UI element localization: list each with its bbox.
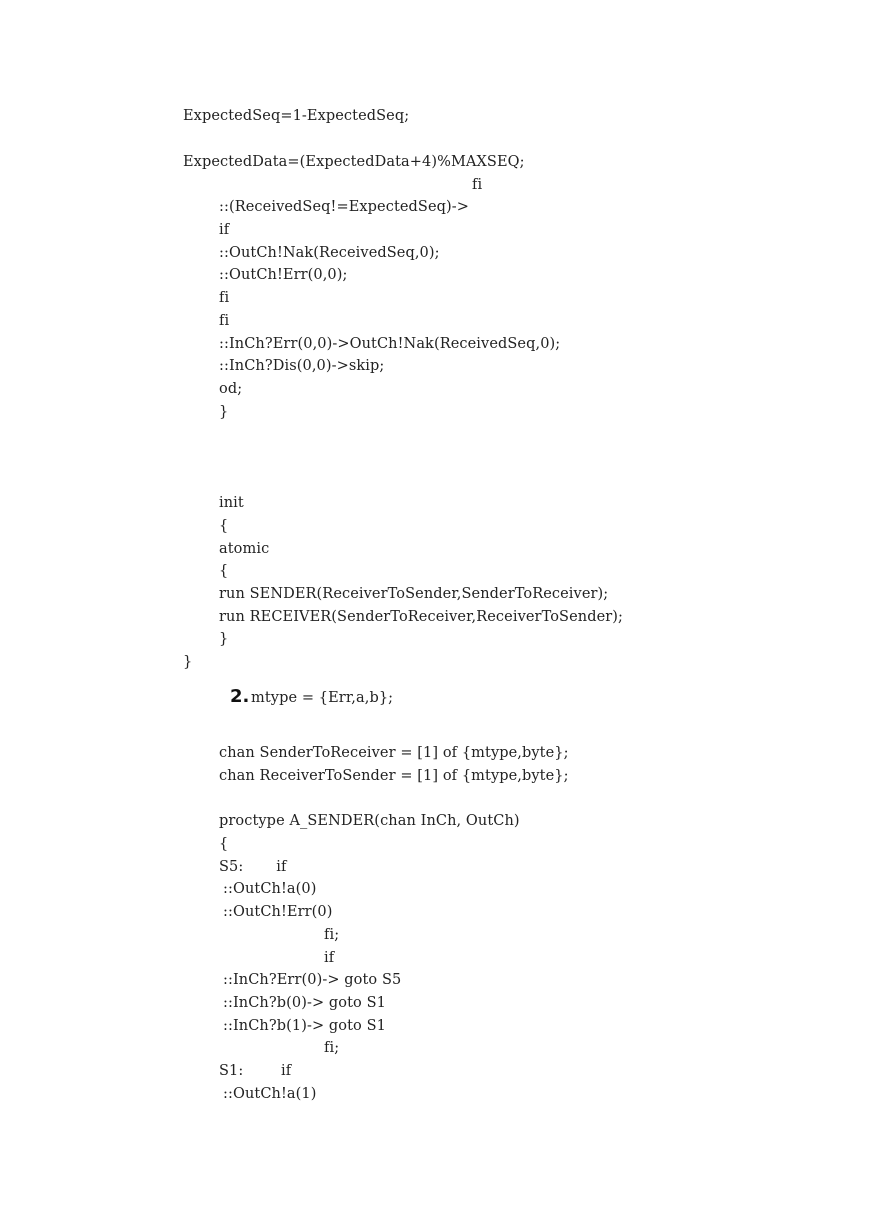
code-line: } [219,631,229,647]
code-line: ::OutCh!Nak(ReceivedSeq,0); [219,245,440,261]
code-line: ::OutCh!a(1) [223,1086,317,1102]
code-line: ::(ReceivedSeq!=ExpectedSeq)-> [219,199,470,215]
code-line: ::OutCh!Err(0) [223,904,333,920]
code-line: if [324,950,335,966]
code-line: ::InCh?b(0)-> goto S1 [223,995,386,1011]
code-line: proctype A_SENDER(chan InCh, OutCh) [219,813,520,829]
code-line: S1: if [219,1063,292,1079]
code-line: ::InCh?Err(0,0)->OutCh!Nak(ReceivedSeq,0); [219,336,561,352]
code-line: init [219,495,244,511]
code-line: chan ReceiverToSender = [1] of {mtype,byte}; [219,768,569,784]
code-line: atomic [219,541,270,557]
code-line: { [219,518,229,534]
code-line: if [219,222,230,238]
code-line: od; [219,381,243,397]
section-number: 2. [230,686,250,707]
code-line: fi; [324,927,340,943]
code-line: run SENDER(ReceiverToSender,SenderToReceiver); [219,586,609,602]
code-line: fi [219,290,230,306]
code-line: chan SenderToReceiver = [1] of {mtype,byte}; [219,745,569,761]
code-line: fi [219,313,230,329]
code-line: S5: if [219,859,287,875]
code-line: ::InCh?Dis(0,0)->skip; [219,358,385,374]
code-line: } [183,654,193,670]
code-line: ::OutCh!a(0) [223,881,317,897]
code-line: ::OutCh!Err(0,0); [219,267,348,283]
code-line: fi; [324,1040,340,1056]
code-line: } [219,404,229,420]
code-line: ::InCh?Err(0)-> goto S5 [223,972,402,988]
code-line: { [219,563,229,579]
code-line: { [219,836,229,852]
code-line: ExpectedSeq=1-ExpectedSeq; [183,108,410,124]
code-line: fi [472,177,483,193]
code-line: mtype = {Err,a,b}; [251,690,394,706]
code-line: ExpectedData=(ExpectedData+4)%MAXSEQ; [183,154,525,170]
code-line: ::InCh?b(1)-> goto S1 [223,1018,386,1034]
code-line: run RECEIVER(SenderToReceiver,ReceiverToSender); [219,609,624,625]
